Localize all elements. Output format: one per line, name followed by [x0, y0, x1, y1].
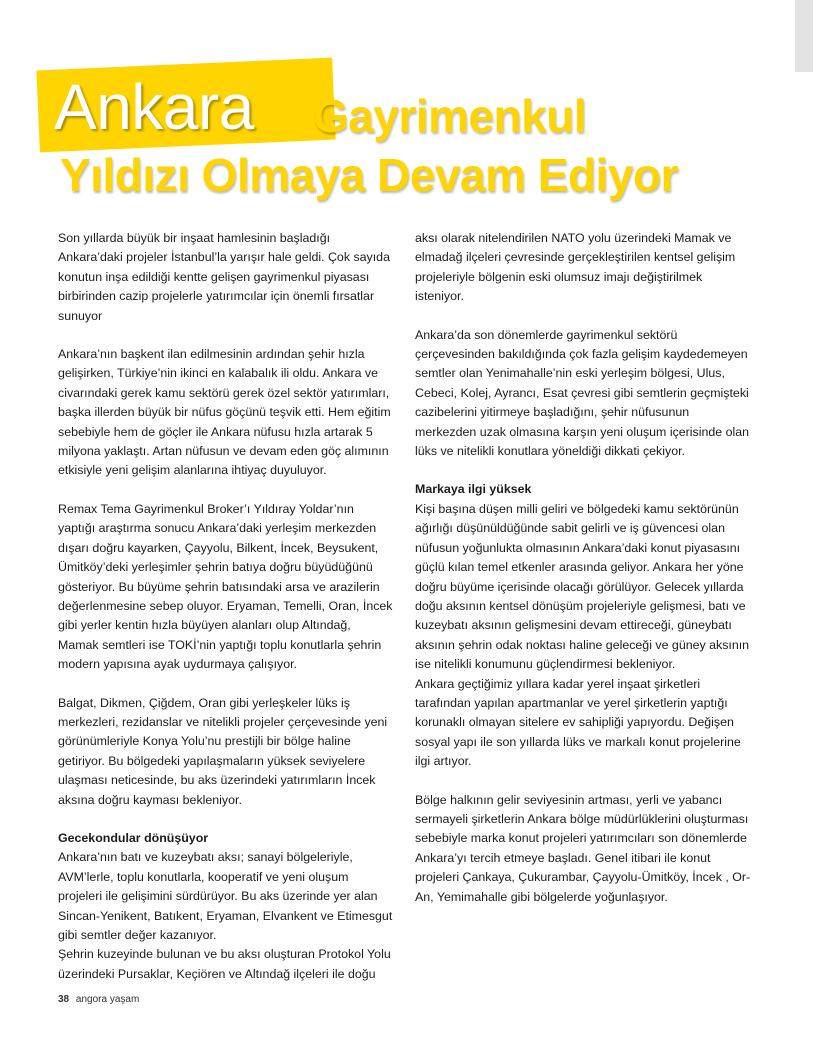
right-column — [415, 229, 751, 926]
section-heading-markaya: Markaya ilgi yüksek — [415, 482, 532, 497]
article-title — [30, 58, 800, 208]
paragraph: Balgat, Dikmen, Çiğdem, Oran gibi yerleşkeler lüks iş merkezleri, rezidanslar ve nitelikli projeler çerçevesinde yeni görünümleriyle Konya Yolu’nu prestijli bir bölge haline getiriyor. Bu bölgedeki yapılaşmaların yüksek seviyelere ulaşması neticesinde, bu aks üzerindeki yatırımların İncek aksına doğru kayması bekleniyor. — [58, 695, 388, 807]
title-word-gayrimenkul: Gayrimenkul — [313, 90, 587, 142]
paragraph: aksı olarak nitelendirilen NATO yolu üzerindeki Mamak ve elmadağ ilçeleri çevresinde gerçekleştirilen kentsel gelişim projeleriyle bölgenin eski olumsuz imajı değiştirilmek isteniyor. — [415, 231, 736, 304]
paragraph: Ankara geçtiğimiz yıllara kadar yerel inşaat şirketleri tarafından yapılan apartmanlar ve yerel şirketlerin yaptığı korunaklı olmayan sitelere ev sahipliği yapıyordu. Değişen sosyal yapı ile son yıllarda lüks ve markalı konut projelerine ilgi artıyor. — [415, 676, 741, 769]
paragraph: Ankara’nın başkent ilan edilmesinin ardından şehir hızla gelişirken, Türkiye’nin ikinci en kalabalık ili oldu. Ankara ve civarındaki gerek kamu sektörü gerek özel sektör yatırımları, başka illerden büyük bir nüfus göçünü teşvik etti. Hem eğitim sebebiyle hem de göçler ile Ankara nüfusu hızla artarak 5 milyona yaklaştı. Artan nüfusun ve devam eden göç alımının etkisiyle yeni gelişim alanlarına ihtiyaç duyuluyor. — [58, 347, 391, 478]
page-number: 38 — [58, 994, 70, 1005]
left-column — [58, 229, 394, 984]
paragraph: Ankara’da son dönemlerde gayrimenkul sektörü çerçevesinden bakıldığında çok fazla gelişim kaydedemeyen semtler olan Yenimahalle’nin eski yerleşim bölgesi, Ulus, Cebeci, Kolej, Ayrancı, Esat çevresi gibi semtlerin geçmişteki cazibelerini yitirmeye başladığını, şehir nüfusunun merkezden uzak olmasına karşın yeni oluşum içerisinde olan lüks ve nitelikli konutlara yöneldiği dikkati çekiyor. — [415, 327, 750, 459]
page-footer — [58, 994, 139, 1006]
title-line-2: Yıldızı Olmaya Devam Ediyor — [60, 149, 678, 201]
section-heading-gecekondular: Gecekondular dönüşüyor — [58, 830, 209, 845]
paragraph: Bölge halkının gelir seviyesinin artması, yerli ve yabancı sermayeli şirketlerin Ankara bölge müdürlüklerini oluşturması sebebiyle marka konut projeleri yatırımcıları son dönemlerde Ankara’yı tercih etmeye başladı. Genel itibari ile konut projeleri Çankaya, Çukurambar, Çayyolu-Ümitköy, İncek , Or-An, Yemimahalle gibi bölgelerde yoğunlaşıyor. — [415, 792, 751, 904]
paragraph: Ankara’nın batı ve kuzeybatı aksı; sanayi bölgeleriyle, AVM’lerle, toplu konutlarla, kooperatif ve yeni oluşum projeleri ile gelişimini sürdürüyor. Bu aks üzerinde yer alan Sincan-Yenikent, Batıkent, Eryaman, Elvankent ve Etimesgut gibi semtler değer kazanıyor. — [58, 850, 393, 942]
paragraph: Kişi başına düşen milli geliri ve bölgedeki kamu sektörünün ağırlığı düşünüldüğünde sabit gelirli ve iş güvencesi olan nüfusun yoğunlukta olmasının Ankara’daki konut piyasasını güçlü kılan temel etkenler arasında geliyor. Ankara her yöne doğru büyüme içerisinde olacağı görülüyor. Gelecek yıllarda doğu aksının kentsel dönüşüm projeleriyle gelişmesi, batı ve kuzeybatı aksının gelişmesini devam ettireceği, güneybatı aksının şehrin odak noktası haline geleceği ve güney aksının ise nitelikli konumunu güçlendirmesi bekleniyor. — [415, 501, 750, 672]
magazine-name: angora yaşam — [75, 994, 140, 1005]
title-word-ankara: Ankara — [54, 71, 254, 143]
intro-paragraph: Son yıllarda büyük bir inşaat hamlesinin başladığı Ankara’daki projeler İstanbul’la yarışır hale geldi. Çok sayıda konutun inşa edildiği kentte gelişen gayrimenkul piyasası birbirinden cazip projelerle yatırımcılar için önemli fırsatlar sunuyor — [58, 231, 390, 323]
paragraph: Şehrin kuzeyinde bulunan ve bu aksı oluşturan Protokol Yolu üzerindeki Pursaklar, Keçiören ve Altındağ ilçeleri ile doğu — [58, 947, 391, 981]
paragraph: Remax Tema Gayrimenkul Broker’ı Yıldıray Yoldar’nın yaptığı araştırma sonucu Ankara’daki yerleşim merkezden dışarı doğru kayarken, Çayyolu, Bilkent, İncek, Beysukent, Ümitköy’deki yerleşimler şehrin batıya doğru büyüdüğünü gösteriyor. Bu büyüme şehrin batısındaki arsa ve arazilerin değerlenmesine sebep oluyor. Eryaman, Temelli, Oran, İncek gibi yerler kentin hızla büyüyen alanları olup Altındağ, Mamak semtleri ise TOKİ’nin yaptığı toplu konutlarla şehrin modern yapısına ayak uydurmaya çalışıyor. — [58, 501, 393, 672]
